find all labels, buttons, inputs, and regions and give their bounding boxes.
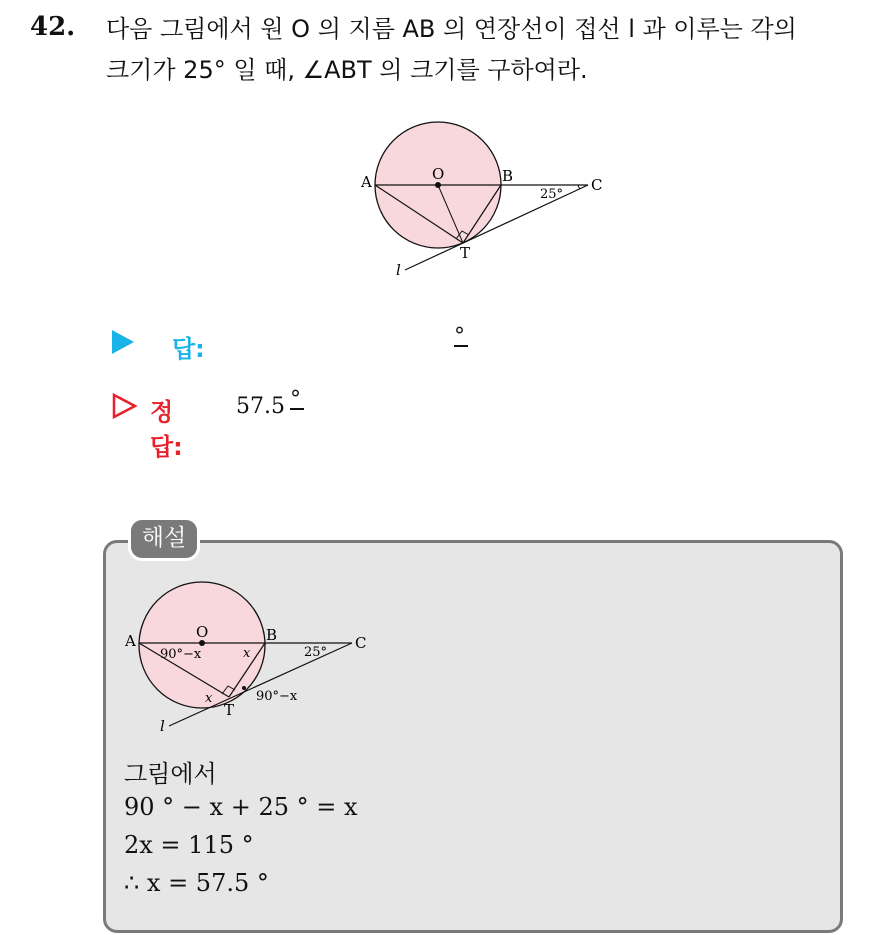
angle-t-left-label: x (205, 691, 213, 706)
angle-b-label: x (243, 646, 251, 661)
explanation-diagram (120, 578, 380, 738)
label-o: O (196, 623, 209, 641)
correct-label: 정답: (150, 398, 183, 461)
label-t: T (224, 701, 235, 719)
label-o: O (432, 165, 445, 183)
label-a: A (361, 173, 372, 191)
label-l: l (396, 261, 401, 279)
angle-c-label: 25° (304, 645, 328, 660)
label-a: A (125, 632, 136, 650)
label-l: l (160, 717, 165, 735)
angle-a-label: 90°−x (160, 647, 202, 662)
question-text-line2: 크기가 25° 일 때, ∠ABT 의 크기를 구하여라. (106, 56, 588, 84)
label-c: C (591, 176, 603, 194)
outline-triangle-icon (112, 393, 138, 419)
answer-row (112, 324, 465, 363)
label-b: B (266, 626, 278, 644)
question-text-line1: 다음 그림에서 원 O 의 지름 AB 의 연장선이 접선 l 과 이루는 각의 (106, 15, 797, 43)
explanation-tab: 해설 (128, 517, 200, 561)
explanation-line3: 2x = 115 ° (124, 831, 254, 859)
label-c: C (355, 634, 367, 652)
question-number: 42. (30, 12, 76, 42)
angle-t-right-label: 90°−x (256, 689, 298, 704)
play-triangle-icon (112, 330, 134, 354)
angle-c-arc (578, 185, 580, 189)
label-t: T (460, 244, 471, 262)
correct-value: 57.5 (236, 394, 285, 419)
angle-c-label: 25° (540, 187, 564, 202)
explanation-line2: 90 ° − x + 25 ° = x (124, 793, 358, 821)
answer-unit[interactable]: ° (454, 324, 468, 347)
circle-diagram (350, 118, 610, 288)
answer-label: 답: (172, 335, 205, 363)
explanation-line1: 그림에서 (124, 760, 217, 788)
tangent-point-dot (242, 686, 246, 690)
correct-unit: ° (290, 387, 304, 410)
explanation-line4: ∴ x = 57.5 ° (124, 869, 269, 897)
correct-answer-row (112, 387, 301, 461)
label-b: B (502, 167, 514, 185)
